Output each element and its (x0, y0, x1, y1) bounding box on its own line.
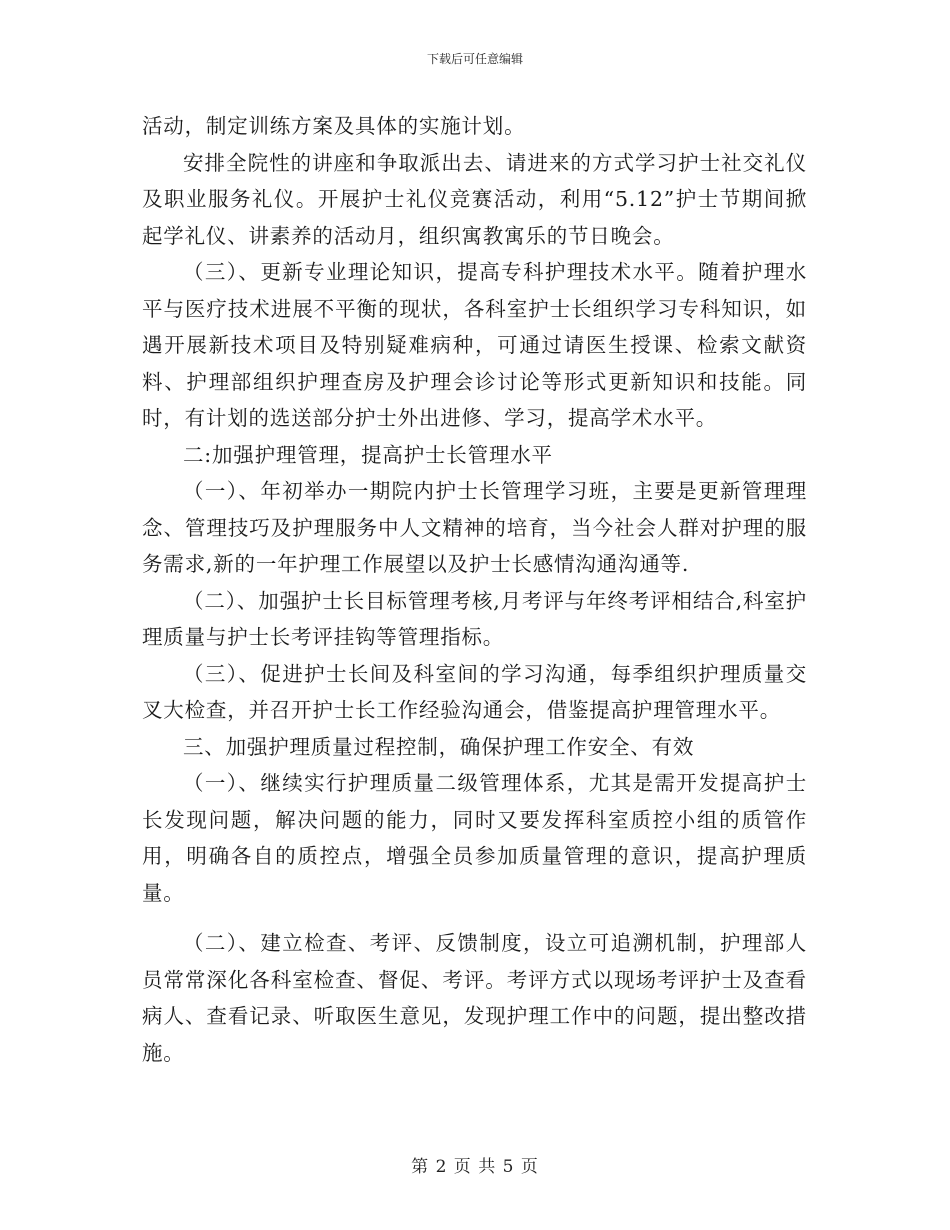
page-header-note: 下载后可任意编辑 (426, 52, 523, 66)
document-body (142, 108, 807, 1071)
paragraph-5: （一）、年初举办一期院内护士长管理学习班，主要是更新管理理念、管理技巧及护理服务中人文精神的培育，当今社会人群对护理的服务需求,新的一年护理工作展望以及护士长感情沟通沟通等. (142, 479, 807, 576)
paragraph-1: 活动，制定训练方案及具体的实施计划。 (142, 114, 526, 138)
section-heading-3: 三、加强护理质量过程控制，确保护理工作安全、有效 (183, 734, 695, 759)
paragraph-2: 安排全院性的讲座和争取派出去、请进来的方式学习护士社交礼仪及职业服务礼仪。开展护士礼仪竞赛活动，利用“5.12”护士节期间掀起学礼仪、讲素养的活动月，组织寓教寓乐的节日晚会。 (142, 150, 807, 248)
paragraph-9: （一）、继续实行护理质量二级管理体系，尤其是需开发提高护士长发现问题，解决问题的能力，同时又要发挥科室质控小组的质管作用，明确各自的质控点，增强全员参加质量管理的意识，提高护理质量。 (142, 771, 807, 905)
paragraph-10: （二）、建立检查、考评、反馈制度，设立可追溯机制，护理部人员常常深化各科室检查、督促、考评。考评方式以现场考评护士及查看病人、查看记录、听取医生意见，发现护理工作中的问题，提出整改措施。 (142, 931, 807, 1065)
paragraph-7: （三）、促进护士长间及科室间的学习沟通，每季组织护理质量交叉大检查，并召开护士长工作经验沟通会，借鉴提高护理管理水平。 (142, 661, 807, 722)
paragraph-6: （二）、加强护士长目标管理考核,月考评与年终考评相结合,科室护理质量与护士长考评挂钩等管理指标。 (142, 588, 807, 649)
paragraph-3: （三）、更新专业理论知识，提高专科护理技术水平。随着护理水平与医疗技术进展不平衡的现状，各科室护士长组织学习专科知识，如遇开展新技术项目及特别疑难病种，可通过请医生授课、检索文献资料、护理部组织护理查房及护理会诊讨论等形式更新知识和技能。同时，有计划的选送部分护士外出进修、学习，提高学术水平。 (142, 260, 807, 430)
section-heading-2: 二:加强护理管理，提高护士长管理水平 (183, 442, 553, 467)
page-number-footer: 第 2 页 共 5 页 (411, 1157, 539, 1177)
